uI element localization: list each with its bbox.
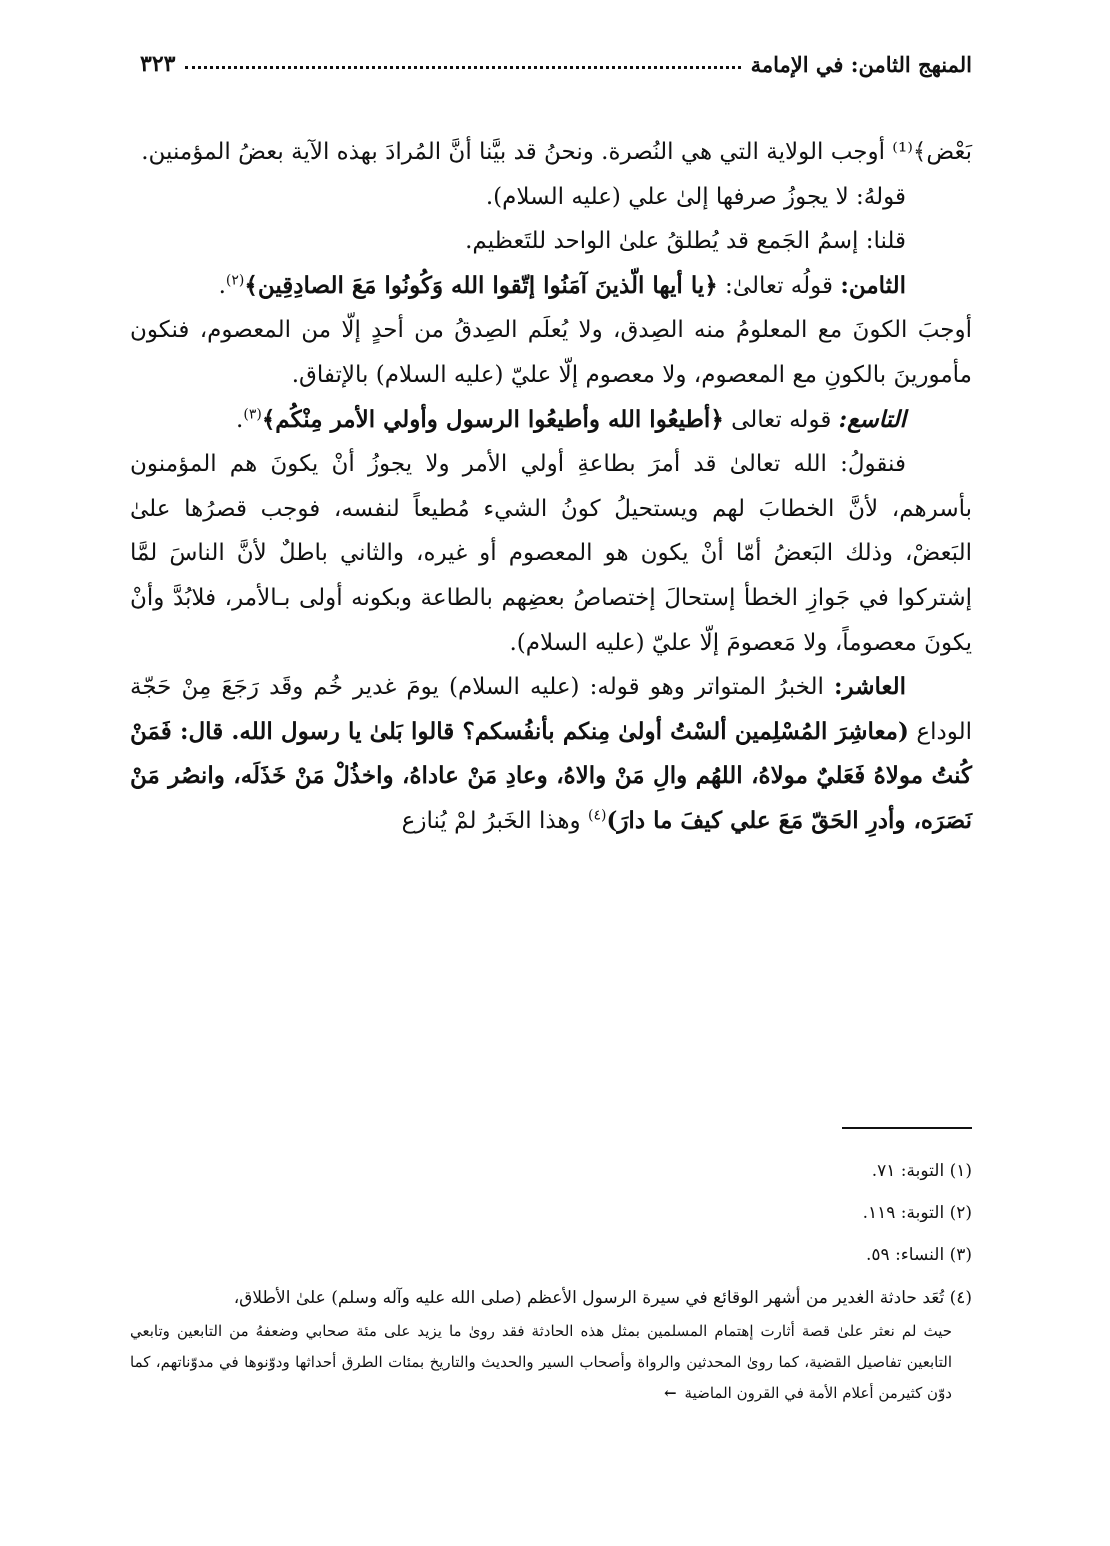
paragraph [130,175,972,220]
paragraph-text: قلنا: إسمُ الجَمع قد يُطلقُ علىٰ الواحد للتَعظيم. [465,228,906,255]
footnote: (٢) التوبة: ١١٩. [862,1203,972,1223]
main-text [130,130,972,844]
page-number: ٣٢٣ [140,51,176,77]
paragraph: التاسع: قوله تعالى ﴿أطيعُوا الله وأطيعُوا الرسول وأولي الأمر مِنْكُم﴾$^{(٣)}$. [236,405,906,433]
paragraph-text: فنقولُ: الله تعالىٰ قد أمرَ بطاعةِ أولي الأمر ولا يجوزُ أنْ يكونَ هم المؤمنون بأسرهم، لأنَّ الخطابَ لهم ويستحيلُ كونُ الشيء مُطيعاً لنفسه، فوجب قصرُها علىٰ البَعضْ، وذلك البَعضُ أمّا أنْ يكون هو المعصوم أو غيره، والثاني باطلٌ لأنَّ الناسَ لمَّا إشتركوا في جَوازِ الخطأ إستحالَ إختصاصُ بعضِهم بالطاعة وبكونه أولى بـالأمر، فلابُدَّ وأنْ يكونَ معصوماً، ولا مَعصومَ إلّا عليّ (عليه السلام). [130,451,972,656]
paragraph-text: قولُه تعالىٰ: [717,272,841,299]
footnote-separator [842,1127,972,1129]
footnote-ref: (٤) [587,807,607,824]
footnote-continuation [130,1316,972,1409]
footnote-ref: (٣) [243,405,262,422]
footnote-ref: (٢) [225,272,245,289]
footnote: (٤) تُعَد حادثة الغدير من أشهر الوقائع في سيرة الرسول الأعظم (صلى الله عليه وآله وسلم) علىٰ الأطلاق، [233,1288,972,1308]
paragraph [130,665,972,843]
quran-quote: ﴿أطيعُوا الله وأطيعُوا الرسول وأولي الأمر مِنْكُم﴾ [261,405,724,433]
footnote: (١) التوبة: ٧١. [871,1161,972,1181]
paragraph-text: بَعْض﴾⁽¹⁾ أوجب الولاية التي هي النُصرة. ونحنُ قد بيَّنا أنَّ المُرادَ بهذه الآية بعضُ المؤمنين. [141,139,972,165]
footnote-text: حيث لم نعثر علىٰ قصة أثارت إهتمام المسلمين بمثل هذه الحادثة فقد روىٰ ما يزيد على مئة صحابي وضعفهُ من التابعين وتابعي التابعين تفاصيل القضية، كما روىٰ المحدثين والرواة وأصحاب السير والحديث والتاريخ بمئات الطرق أحداثها ودوّنوها في مدوّناتهم، كما دوّن كثيرمن أعلام الأمة في القرون الماضية [130,1322,952,1402]
paragraph [130,442,972,665]
dot-leader [185,56,740,69]
chapter-title: المنهج الثامن: في الإمامة [750,51,972,77]
paragraph-text: قولهُ: لا يجوزُ صرفها إلىٰ علي (عليه السلام). [485,183,906,210]
footnote: (٣) النساء: ٥٩. [866,1245,972,1265]
footnotes [130,1150,972,1409]
running-header [140,46,972,82]
paragraph [130,308,972,397]
section-label: الثامن: [840,271,906,299]
paragraph-text: وهذا الخَبرُ لمْ يُنازع [401,807,588,834]
paragraph-text: أوجبَ الكونَ مع المعلومُ منه الصِدق، ولا يُعلَم الصِدقُ من أحدٍ إلّا من المعصوم، فنكون مأمورينَ بالكونِ مع المعصوم، ولا معصوم إلّا عليّ (عليه السلام) بالإتفاق. [130,317,972,388]
paragraph-text: الخبرُ المتواتر وهو قوله: (عليه السلام) يومَ غدير خُم وقَد رَجَعَ مِنْ حَجّة الوداع [130,674,972,745]
hadith-quote: (معاشِرَ المُسْلِمين ألسْتُ أولىٰ مِنكم بأنفُسكم؟ قالوا بَلىٰ يا رسول الله. قال: فَمَنْ كُنتُ مولاهُ فَعَليٌ مولاهُ، اللهُم والِ مَنْ والاهُ، وعادِ مَنْ عاداهُ، واخذُلْ مَنْ خَذَلَه، وانصُر مَنْ نَصَرَه، وأدرِ الحَقّ مَعَ علي كيفَ ما دارَ) [130,717,972,834]
paragraph: الثامن: قولُه تعالىٰ: ﴿يا أيها الّذينَ آمَنُوا إتّقوا الله وَكُونُوا مَعَ الصادِقِين﴾$^{(٢)}$. [218,271,906,299]
quran-quote: ﴿يا أيها الّذينَ آمَنُوا إتّقوا الله وَكُونُوا مَعَ الصادِقِين﴾ [244,271,718,299]
paragraph [130,219,972,264]
paragraph [130,130,972,175]
continue-arrow-icon: ← [663,1384,677,1402]
section-label: التاسع: [838,405,906,433]
paragraph-text: قوله تعالى [723,406,839,433]
section-label: العاشر: [834,673,906,701]
